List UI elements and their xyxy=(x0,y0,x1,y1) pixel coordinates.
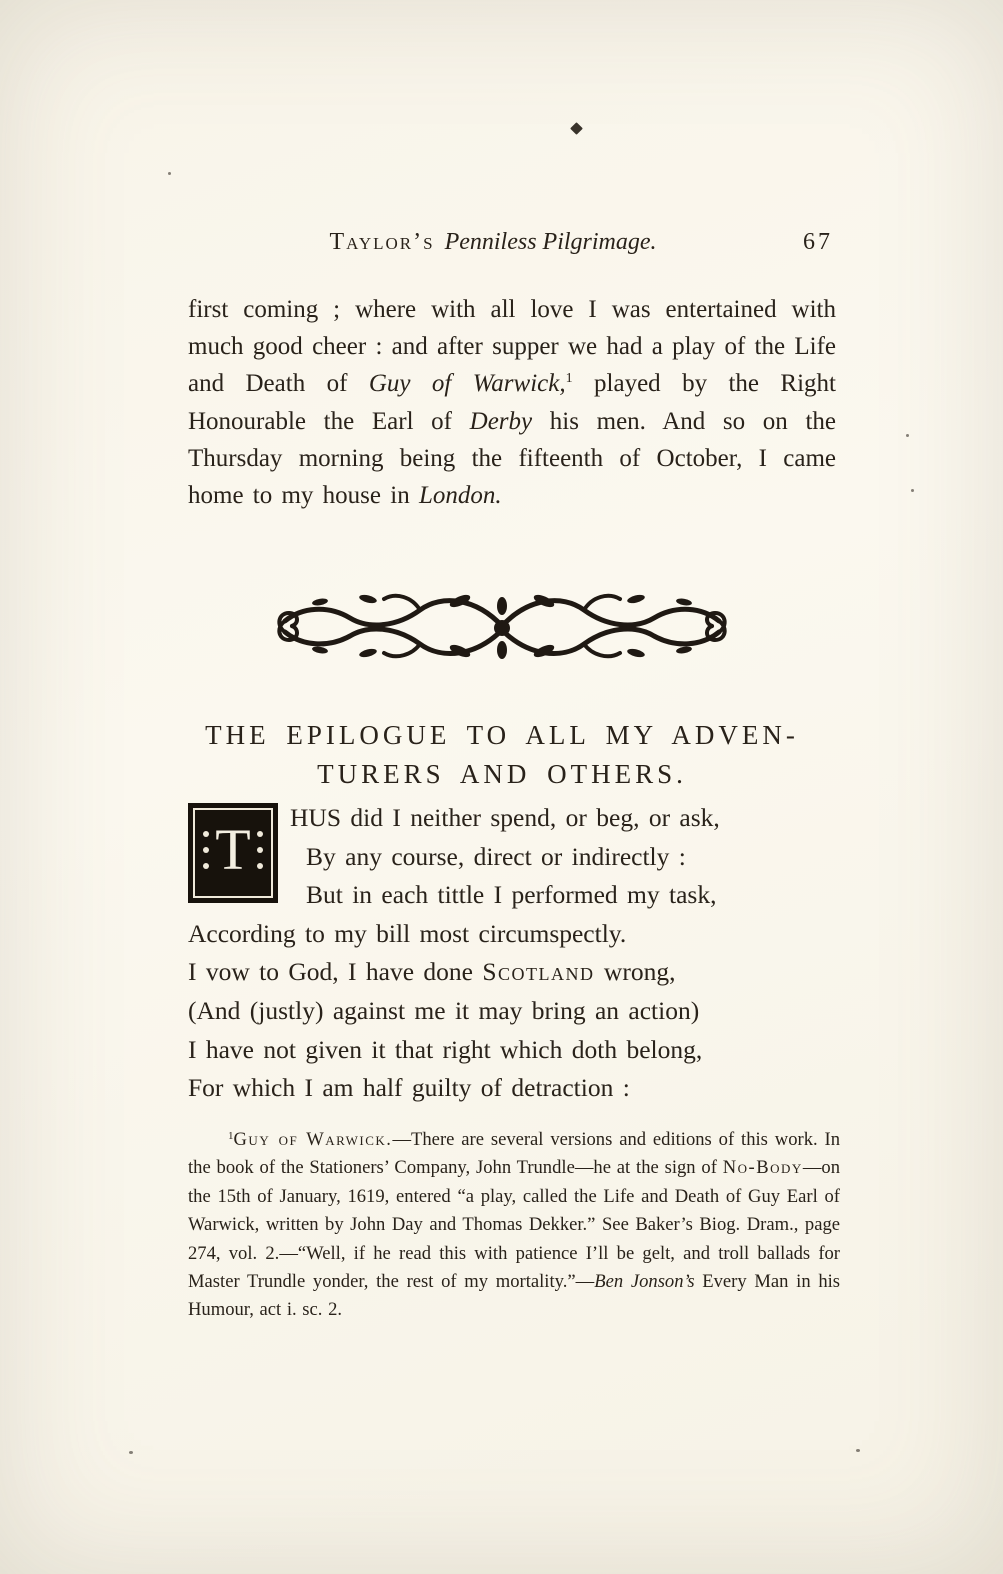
ink-speck xyxy=(911,489,914,492)
page-number: 67 xyxy=(803,229,833,255)
header-book-title: Penniless Pilgrimage. xyxy=(444,229,657,255)
name-scotland: Scotland xyxy=(482,957,595,987)
poem-line: For which I am half guilty of detraction : xyxy=(188,1073,630,1103)
paragraph-text: his men. And so on the Thursday morning being the fifteenth of October, I came home to my house in xyxy=(188,407,836,510)
poem-line-text: I vow to God, I have done xyxy=(188,957,483,987)
name-derby: Derby xyxy=(469,407,533,435)
poem-line: But in each tittle I performed my task, xyxy=(306,880,717,910)
footnote-reference: 1 xyxy=(565,371,573,387)
ink-speck xyxy=(856,1449,860,1452)
poem-line: According to my bill most circumspectly. xyxy=(188,918,627,948)
ink-speck xyxy=(906,434,909,437)
work-title-guy-of-warwick: Guy of Warwick, xyxy=(368,370,566,398)
footnote xyxy=(188,1126,840,1325)
epilogue-heading-line2: TURERS AND OTHERS. xyxy=(317,759,687,789)
poem-line: I have not given it that right which doth belong, xyxy=(188,1034,703,1064)
header-author: Taylor’s xyxy=(329,229,435,255)
epilogue-poem xyxy=(188,799,868,1108)
epilogue-heading xyxy=(140,716,864,794)
drop-cap-woodcut xyxy=(188,803,278,903)
poem-line: By any course, direct or indirectly : xyxy=(306,841,686,871)
flower-sprig-icon xyxy=(203,831,209,837)
footnote-text: Every Man in his Humour, act i. sc. 2. xyxy=(188,1271,841,1321)
floral-ornament xyxy=(272,584,732,668)
footnote-smallcaps-no-body: No-Body xyxy=(722,1157,803,1179)
footnote-author-ben-jonson: Ben Jonson’s xyxy=(594,1271,695,1293)
poem-line: (And (justly) against me it may bring an action) xyxy=(188,995,700,1025)
footnote-number: 1 xyxy=(228,1130,234,1142)
ink-speck xyxy=(168,172,171,175)
paragraph-text: first coming ; where with all love I was entertained with much good cheer : and after supper we had a play of the Life and Death of xyxy=(188,296,836,398)
drop-cap-letter: T xyxy=(215,817,251,883)
footnote-smallcaps-guy-of-warwick: Guy of Warwick. xyxy=(233,1129,393,1150)
body-paragraph xyxy=(188,291,836,514)
footnote-text: —on the 15th of January, 1619, entered “a play, called the Life and Death of Guy Earl of Warwick, written by John Day and Thomas Dekker.” See Baker’s Biog. Dram., page 274, vol. 2.—“Well, if he read this with patience I’ll be gelt, and troll ballads for Master Trundle yonder, the rest of my mortality.”— xyxy=(188,1157,840,1293)
paragraph-text: played by the Right Honourable the Earl of xyxy=(188,370,837,435)
footnote-text: —There are several versions and editions of this work. In the book of the Stationers’ Company, John Trundle—he at the sign of xyxy=(188,1129,840,1179)
running-header xyxy=(188,229,798,256)
ink-speck xyxy=(570,122,583,135)
poem-line-text: wrong, xyxy=(594,957,676,987)
floral-ornament-svg xyxy=(272,584,732,668)
flower-sprig-icon xyxy=(257,831,263,837)
name-london: London. xyxy=(418,482,502,510)
epilogue-heading-line1: THE EPILOGUE TO ALL MY ADVEN- xyxy=(205,720,799,750)
poem-line: HUS did I neither spend, or beg, or ask, xyxy=(290,803,720,832)
ink-speck xyxy=(129,1451,133,1454)
poem-line xyxy=(188,953,868,992)
